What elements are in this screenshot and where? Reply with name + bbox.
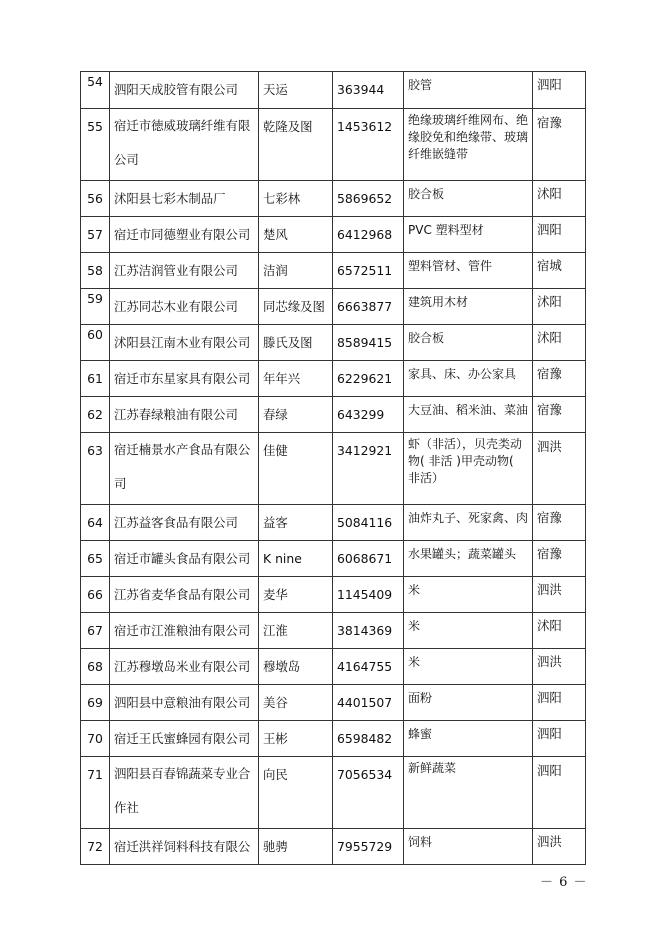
- company-name: 宿迁市徳威玻璃纤维有限公司: [110, 109, 259, 181]
- product-category: 建筑用木材: [404, 289, 533, 325]
- page-number: － 6 －: [540, 875, 588, 890]
- region: 宿豫: [533, 397, 586, 433]
- registration-number: 6229621: [333, 361, 404, 397]
- row-number: 58: [81, 253, 110, 289]
- row-number: 72: [81, 829, 110, 865]
- trademark-name: 滕氏及图: [259, 325, 333, 361]
- product-category: 油炸丸子、死家禽、肉: [404, 505, 533, 541]
- region: 宿豫: [533, 541, 586, 577]
- region: 宿豫: [533, 505, 586, 541]
- company-name: 宿迁王氏蜜蜂园有限公司: [110, 721, 259, 757]
- table-row: [81, 72, 586, 109]
- row-number: 56: [81, 181, 110, 217]
- trademark-name: K nine: [259, 541, 333, 577]
- table-row: [81, 325, 586, 361]
- product-category: 新鲜蔬菜: [404, 757, 533, 829]
- company-name: 江苏同芯木业有限公司: [110, 289, 259, 325]
- row-number: 70: [81, 721, 110, 757]
- row-number: 64: [81, 505, 110, 541]
- registration-number: 4164755: [333, 649, 404, 685]
- registration-number: 6598482: [333, 721, 404, 757]
- region: 泗洪: [533, 433, 586, 505]
- registration-number: 8589415: [333, 325, 404, 361]
- row-number: 61: [81, 361, 110, 397]
- registration-number: 363944: [333, 72, 404, 109]
- row-number: 66: [81, 577, 110, 613]
- trademark-name: 王彬: [259, 721, 333, 757]
- table-row: [81, 433, 586, 505]
- row-number: 67: [81, 613, 110, 649]
- company-name: 宿迁市罐头食品有限公司: [110, 541, 259, 577]
- company-name: 宿迁洪祥饲料科技有限公: [110, 829, 259, 865]
- company-name: 江苏春绿粮油有限公司: [110, 397, 259, 433]
- registration-number: 7056534: [333, 757, 404, 829]
- trademark-name: 七彩林: [259, 181, 333, 217]
- trademark-name: 同芯缘及图: [259, 289, 333, 325]
- trademark-name: 春绿: [259, 397, 333, 433]
- table-row: [81, 577, 586, 613]
- registration-number: 1145409: [333, 577, 404, 613]
- table-row: [81, 685, 586, 721]
- trademark-name: 楚风: [259, 217, 333, 253]
- product-category: 胶管: [404, 72, 533, 109]
- product-category: 饲料: [404, 829, 533, 865]
- company-name: 沭阳县七彩木制品厂: [110, 181, 259, 217]
- region: 泗阳: [533, 685, 586, 721]
- region: 沭阳: [533, 181, 586, 217]
- registration-number: 643299: [333, 397, 404, 433]
- trademark-name: 麦华: [259, 577, 333, 613]
- row-number: 69: [81, 685, 110, 721]
- registration-number: 3412921: [333, 433, 404, 505]
- table-row: [81, 505, 586, 541]
- region: 沭阳: [533, 613, 586, 649]
- product-category: PVC 塑料型材: [404, 217, 533, 253]
- trademark-table: [80, 71, 586, 865]
- table-row: [81, 253, 586, 289]
- region: 泗洪: [533, 649, 586, 685]
- registration-number: 1453612: [333, 109, 404, 181]
- row-number: 63: [81, 433, 110, 505]
- company-name: 宿迁市东星家具有限公司: [110, 361, 259, 397]
- trademark-name: 洁润: [259, 253, 333, 289]
- registration-number: 6068671: [333, 541, 404, 577]
- company-name: 泗阳天成胶管有限公司: [110, 72, 259, 109]
- row-number: 59: [81, 289, 110, 325]
- product-category: 蜂蜜: [404, 721, 533, 757]
- row-number: 68: [81, 649, 110, 685]
- row-number: 62: [81, 397, 110, 433]
- company-name: 江苏穆墩岛米业有限公司: [110, 649, 259, 685]
- registration-number: 7955729: [333, 829, 404, 865]
- trademark-name: 美谷: [259, 685, 333, 721]
- row-number: 71: [81, 757, 110, 829]
- row-number: 55: [81, 109, 110, 181]
- region: 泗阳: [533, 217, 586, 253]
- registration-number: 3814369: [333, 613, 404, 649]
- region: 泗阳: [533, 721, 586, 757]
- registration-number: 5084116: [333, 505, 404, 541]
- table-row: [81, 361, 586, 397]
- registration-number: 6412968: [333, 217, 404, 253]
- trademark-name: 益客: [259, 505, 333, 541]
- table-row: [81, 829, 586, 865]
- product-category: 米: [404, 577, 533, 613]
- product-category: 米: [404, 649, 533, 685]
- table-row: [81, 397, 586, 433]
- table-row: [81, 289, 586, 325]
- company-name: 泗阳县中意粮油有限公司: [110, 685, 259, 721]
- row-number: 60: [81, 325, 110, 361]
- table-row: [81, 613, 586, 649]
- table-row: [81, 757, 586, 829]
- row-number: 65: [81, 541, 110, 577]
- region: 泗阳: [533, 757, 586, 829]
- product-category: 大豆油、稻米油、菜油: [404, 397, 533, 433]
- trademark-name: 向民: [259, 757, 333, 829]
- product-category: 面粉: [404, 685, 533, 721]
- region: 宿豫: [533, 361, 586, 397]
- trademark-name: 穆墩岛: [259, 649, 333, 685]
- product-category: 米: [404, 613, 533, 649]
- product-category: 绝缘玻璃纤维网布、绝缘胶免和绝缘带、玻璃纤维嵌缝带: [404, 109, 533, 181]
- registration-number: 5869652: [333, 181, 404, 217]
- region: 泗洪: [533, 577, 586, 613]
- company-name: 泗阳县百春锦蔬菜专业合作社: [110, 757, 259, 829]
- product-category: 塑料管材、管件: [404, 253, 533, 289]
- table-row: [81, 721, 586, 757]
- product-category: 胶合板: [404, 181, 533, 217]
- trademark-name: 驰骋: [259, 829, 333, 865]
- company-name: 宿迁市同德塑业有限公司: [110, 217, 259, 253]
- table-row: [81, 649, 586, 685]
- company-name: 宿迁楠景水产食品有限公司: [110, 433, 259, 505]
- row-number: 57: [81, 217, 110, 253]
- trademark-name: 天运: [259, 72, 333, 109]
- company-name: 江苏益客食品有限公司: [110, 505, 259, 541]
- trademark-name: 乾隆及图: [259, 109, 333, 181]
- table-row: [81, 109, 586, 181]
- region: 沭阳: [533, 289, 586, 325]
- product-category: 家具、床、办公家具: [404, 361, 533, 397]
- region: 沭阳: [533, 325, 586, 361]
- row-number: 54: [81, 72, 110, 109]
- company-name: 江苏省麦华食品有限公司: [110, 577, 259, 613]
- table-row: [81, 541, 586, 577]
- trademark-name: 江淮: [259, 613, 333, 649]
- table-row: [81, 181, 586, 217]
- product-category: 虾（非活），贝壳类动物( 非活 )甲壳动物( 非活）: [404, 433, 533, 505]
- company-name: 江苏洁润管业有限公司: [110, 253, 259, 289]
- company-name: 宿迁市江淮粮油有限公司: [110, 613, 259, 649]
- registration-number: 4401507: [333, 685, 404, 721]
- region: 宿豫: [533, 109, 586, 181]
- registration-number: 6663877: [333, 289, 404, 325]
- trademark-name: 佳健: [259, 433, 333, 505]
- region: 宿城: [533, 253, 586, 289]
- company-name: 沭阳县江南木业有限公司: [110, 325, 259, 361]
- region: 泗洪: [533, 829, 586, 865]
- trademark-name: 年年兴: [259, 361, 333, 397]
- region: 泗阳: [533, 72, 586, 109]
- product-category: 水果罐头；蔬菜罐头: [404, 541, 533, 577]
- table-row: [81, 217, 586, 253]
- product-category: 胶合板: [404, 325, 533, 361]
- registration-number: 6572511: [333, 253, 404, 289]
